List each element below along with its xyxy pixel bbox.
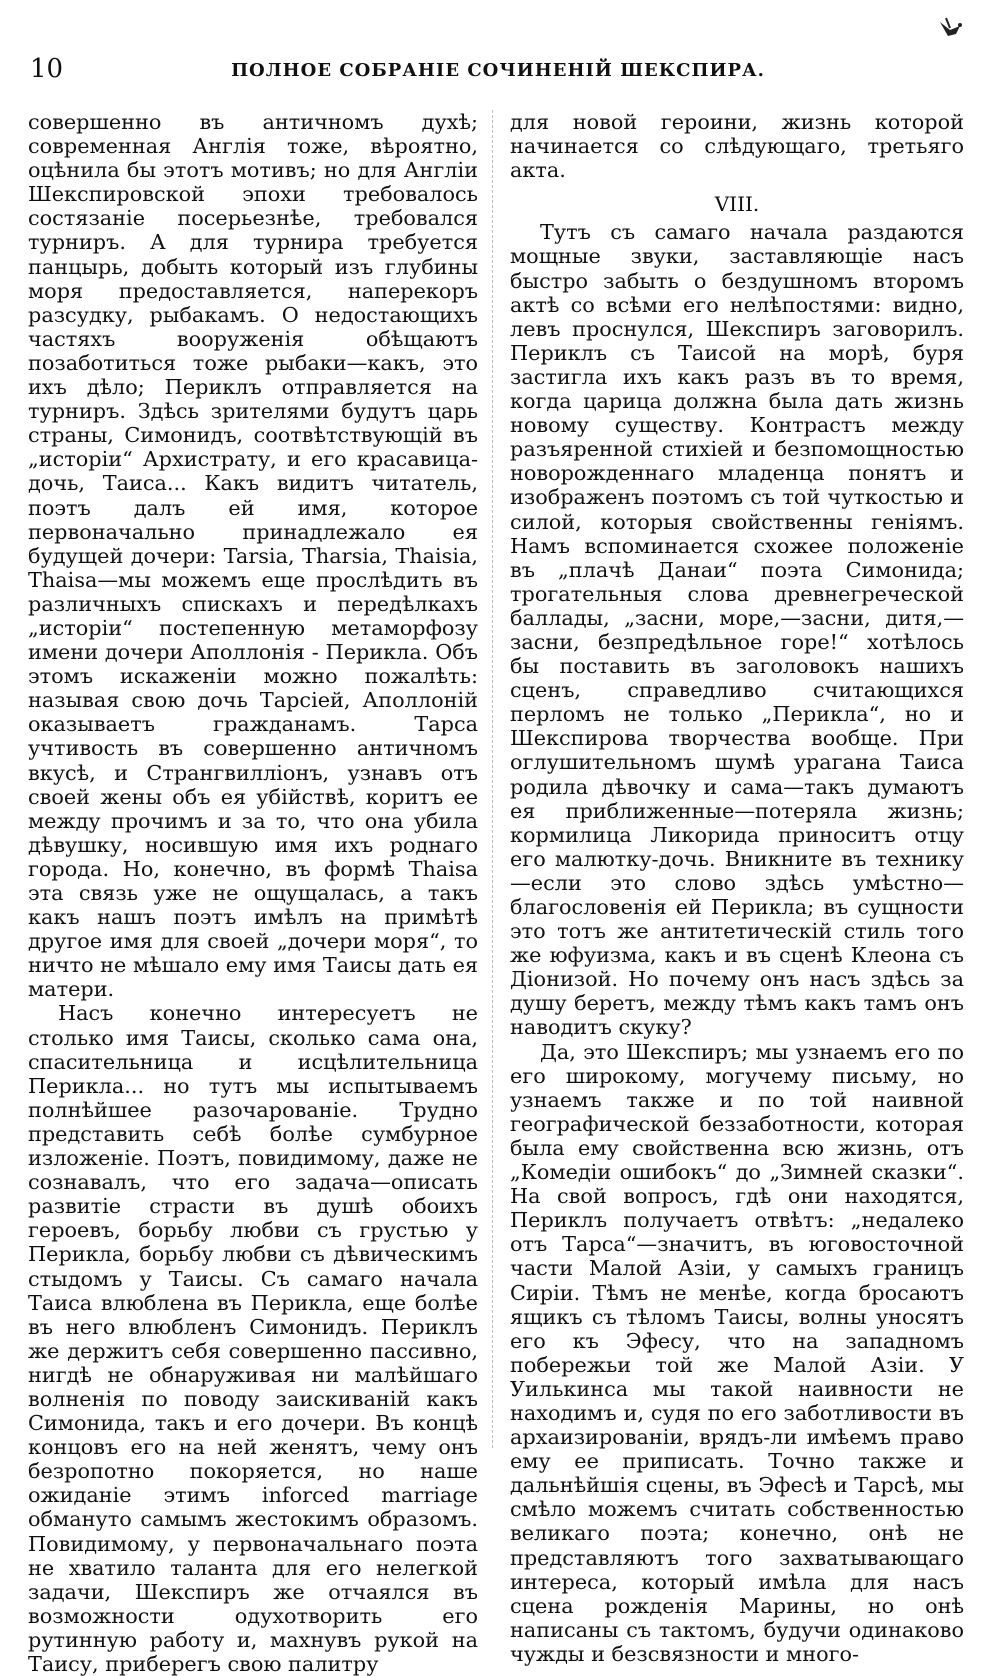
page-number: 10 xyxy=(30,54,64,84)
column-divider xyxy=(492,110,493,1448)
left-paragraph-2: Насъ конечно интересуетъ не столько имя Таисы, сколько сама она, спасительница и исцѣлительница Перикла... но тутъ мы испытываемъ полнѣйшее разочарованіе. Трудно представить себѣ болѣе сумбурное изложеніе. Поэтъ, повидимому, даже не сознавалъ, что его задача—описать развитіе страсти въ душѣ обоихъ героевъ, борьбу любви съ грустью у Перикла, борьбу любви съ дѣвическимъ стыдомъ у Таисы. Съ самаго начала Таиса влюблена въ Перикла, еще болѣе въ него влюбленъ Симонидъ. Периклъ же держитъ себя совершенно пассивно, нигдѣ не обнаруживая ни малѣйшаго волненія по поводу заискиваній какъ Симонида, такъ и его дочери. Въ концѣ концовъ его на ней женятъ, чему онъ безропотно покоряется, но наше ожиданіе этимъ inforced marriage обмануто самымъ жестокимъ образомъ. Повидимому, у первоначальнаго поэта не хватило таланта для его нелегкой задачи, Шекспиръ же отчаялся въ возможности одухотворить его рутинную работу и, махнувъ рукой на Таису, приберегъ свою палитру xyxy=(28,1001,478,1676)
right-column xyxy=(510,110,964,1666)
running-head: ПОЛНОЕ СОБРАНІЕ СОЧИНЕНІЙ ШЕКСПИРА. xyxy=(231,60,765,81)
left-column xyxy=(28,110,478,1676)
right-paragraph-1: для новой героини, жизнь которой начинается со слѣдующаго, третьяго акта. xyxy=(510,110,964,183)
right-paragraph-2: Тутъ съ самаго начала раздаются мощные звуки, заставляющіе насъ быстро забыть о бездушномъ второмъ актѣ со всѣми его нелѣпостями: видно, левъ проснулся, Шекспиръ заговорилъ. Периклъ съ Таисой на морѣ, буря застигла ихъ какъ разъ въ то время, когда царица должна была дать жизнь новому существу. Контрастъ между разъяренной стихіей и безпомощностью новорожденнаго младенца понятъ и изображенъ поэтомъ съ той чуткостью и силой, которыя свойственны геніямъ. Намъ вспоминается схожее положеніе въ „плачѣ Данаи“ поэта Симонида; трогательныя слова древнегреческой баллады, „засни, море,—засни, дитя,—засни, безпредѣльное горе!“ хотѣлось бы поставить въ заголовокъ нашихъ сценъ, справедливо считающихся перломъ не только „Перикла“, но и Шекспирова творчества вообще. При оглушительномъ шумѣ урагана Таиса родила дѣвочку и сама—такъ думаютъ ея приближенные—потеряла жизнь; кормилица Ликорида приноситъ отцу его малютку-дочь. Вникните въ технику—если это слово здѣсь умѣстно—благословенія ей Перикла; въ сущности это тотъ же антитетическій стиль того же юфуизма, какъ и въ сценѣ Клеона съ Діонизой. Но почему онъ насъ здѣсь за душу беретъ, между тѣмъ какъ тамъ онъ наводитъ скуку? xyxy=(510,220,964,1040)
bird-ornament-icon xyxy=(936,14,966,44)
right-paragraph-3: Да, это Шекспиръ; мы узнаемъ его по его широкому, могучему письму, но узнаемъ также и по той наивной географической беззаботности, которая была ему свойственна всю жизнь, отъ „Комедіи ошибокъ“ до „Зимней сказки“. На свой вопросъ, гдѣ они находятся, Периклъ получаетъ отвѣтъ: „недалеко отъ Тарса“—значитъ, въ юговосточной части Малой Азіи, у самыхъ границъ Сиріи. Тѣмъ не менѣе, когда бросаютъ ящикъ съ тѣломъ Таисы, волны уносятъ его къ Эфесу, что на западномъ побережьи той же Малой Азіи. У Уилькинса мы такой наивности не находимъ и, судя по его заботливости въ архаизированіи, врядъ-ли имѣемъ право ему ее приписать. Точно также и дальнѣйшія сцены, въ Эфесѣ и Тарсѣ, мы смѣло можемъ считать собственностью великаго поэта; конечно, онѣ не представляютъ того захватывающаго интереса, который имѣла для насъ сцена рожденія Марины, но онѣ написаны съ тактомъ, будучи одинаково чужды и безсвязности и много- xyxy=(510,1039,964,1666)
section-heading: VIII. xyxy=(714,192,760,217)
page-header xyxy=(30,44,966,94)
left-paragraph-1: совершенно въ античномъ духѣ; современная Англія тоже, вѣроятно, оцѣнила бы этотъ мотивъ; но для Англіи Шекспировской эпохи требовалось состязаніе посерьезнѣе, требовался турниръ. А для турнира требуется панцырь, добыть который изъ глубины моря предоставляется, наперекоръ разсудку, рыбакамъ. О недостающихъ частяхъ вооруженія обѣщаютъ позаботиться тоже рыбаки—какъ, это ихъ дѣло; Периклъ отправляется на турниръ. Здѣсь зрителями будутъ царь страны, Симонидъ, соотвѣтствующій въ „исторіи“ Архистрату, и его красавица-дочь, Таиса... Какъ видитъ читатель, поэтъ далъ ей имя, которое первоначально принадлежало ея будущей дочери: Tarsia, Tharsia, Thaisia, Thaisa—мы можемъ еще прослѣдить въ различныхъ спискахъ и передѣлкахъ „исторіи“ постепенную метаморфозу имени дочери Аполлонія - Перикла. Объ этомъ искаженіи можно пожалѣть: называя свою дочь Тарсіей, Аполлоній оказываетъ гражданамъ. Тарса учтивость въ совершенно античномъ вкусѣ, и Странгвиллiонъ, узнавъ отъ своей жены объ ея убійствѣ, коритъ ее между прочимъ и за то, что она убила дѣвушку, носившую имя ихъ роднаго города. Но, конечно, въ формѣ Thaisa эта связь уже не ощущалась, а такъ какъ нашъ поэтъ имѣлъ на примѣтѣ другое имя для своей „дочери моря“, то ничто не мѣшало ему имя Таисы дать ея матери. xyxy=(28,110,478,1002)
